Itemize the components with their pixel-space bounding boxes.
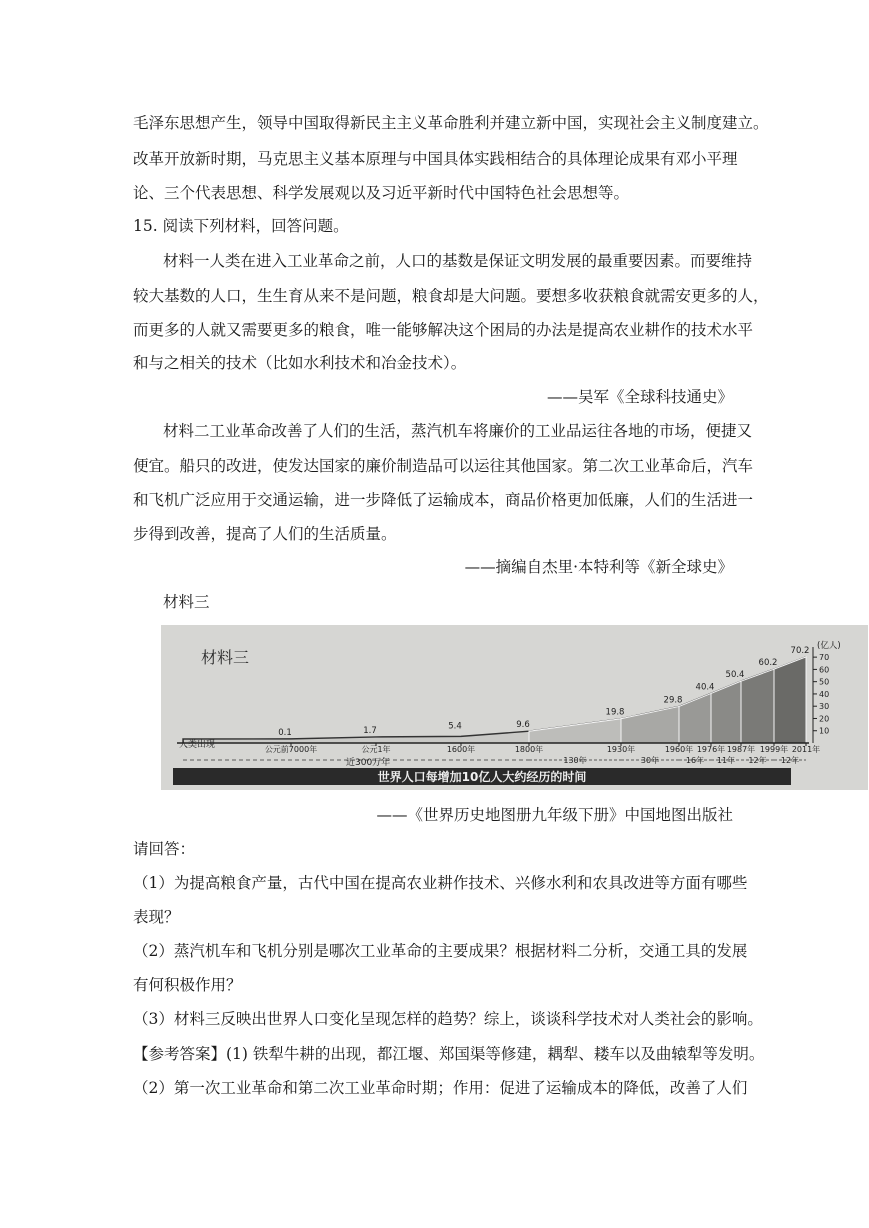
y-tick-label: 40: [819, 689, 830, 699]
x-tick-label: 公元1年: [361, 745, 391, 754]
interval-label: 30年: [640, 756, 660, 765]
question-two: 有何积极作用？: [133, 976, 242, 994]
question-one: 表现？: [133, 908, 180, 926]
question-number: 15. 阅读下列材料，回答问题。: [133, 217, 349, 235]
prompt-text: 请回答：: [133, 840, 196, 858]
material-one-text: 材料一人类在进入工业革命之前，人口的基数是保证文明发展的最重要因素。而要维持: [163, 252, 753, 270]
y-tick-label: 70: [819, 653, 830, 663]
x-tick-label: 1999年: [759, 745, 789, 754]
y-tick-label: 60: [819, 665, 830, 675]
x-tick-label: 1960年: [664, 745, 694, 754]
material-one-text: 而更多的人就又需要更多的粮食，唯一能够解决这个困局的办法是提高农业耕作的技术水平: [133, 321, 754, 339]
population-segment: [741, 669, 774, 743]
material-two-text: 步得到改善，提高了人们的生活质量。: [133, 525, 397, 543]
value-label: 50.4: [725, 670, 745, 681]
material-two-text: 材料二工业革命改善了人们的生活，蒸汽机车将廉价的工业品运往各地的市场，便捷又: [163, 422, 753, 440]
span-label: 近300万年: [346, 758, 391, 768]
population-segment: [679, 693, 711, 743]
population-segment: [774, 657, 806, 743]
x-tick-label: 1930年: [606, 745, 636, 754]
figure-source: ——《世界历史地图册九年级下册》中国地图出版社: [376, 806, 733, 824]
x-tick-label: 2011年: [791, 745, 821, 754]
value-label: 60.2: [758, 658, 778, 669]
material-one-source: ——吴军《全球科技通史》: [546, 388, 733, 406]
reference-answer: （2）第一次工业革命和第二次工业革命时期；作用：促进了运输成本的降低，改善了人们: [133, 1079, 748, 1097]
material-two-source: ——摘编自杰里·本特利等《新全球史》: [464, 558, 733, 576]
value-label: 40.4: [695, 682, 715, 693]
question-one: （1）为提高粮食产量，古代中国在提高农业耕作技术、兴修水利和农具改进等方面有哪些: [133, 874, 748, 892]
material-three-label: 材料三: [163, 593, 210, 611]
value-label: 9.6: [516, 720, 530, 731]
value-label: 70.2: [790, 645, 810, 656]
material-two-text: 便宜。船只的改进，使发达国家的廉价制造品可以运往其他国家。第二次工业革命后，汽车: [133, 457, 754, 475]
value-label: 19.8: [605, 707, 625, 718]
value-label: 29.8: [663, 695, 683, 706]
y-tick-label: 10: [819, 726, 830, 736]
text-line: 改革开放新时期，马克思主义基本原理与中国具体实践相结合的具体理论成果有邓小平理: [133, 150, 738, 168]
population-segment: [529, 719, 621, 743]
interval-label: 11年: [716, 756, 736, 765]
question-three: （3）材料三反映出世界人口变化呈现怎样的趋势？综上，谈谈科学技术对人类社会的影响。: [133, 1010, 763, 1028]
x-tick-label: 1987年: [726, 745, 756, 754]
population-chart-figure: [161, 625, 868, 790]
interval-label: 130年: [563, 756, 587, 765]
start-label: 人类出现: [179, 740, 216, 750]
y-tick-label: 20: [819, 714, 830, 724]
figure-title: 材料三: [201, 648, 250, 667]
population-chart: [161, 625, 868, 790]
question-two: （2）蒸汽机车和飞机分别是哪次工业革命的主要成果？根据材料二分析，交通工具的发展: [133, 942, 748, 960]
x-tick-label: 1600年: [446, 745, 476, 754]
x-tick-label: 公元前7000年: [264, 745, 318, 754]
text-line: 毛泽东思想产生，领导中国取得新民主主义革命胜利并建立新中国，实现社会主义制度建立。: [133, 114, 769, 132]
y-tick-label: 30: [819, 702, 830, 712]
value-label: 1.7: [363, 725, 377, 736]
x-tick-label: 1800年: [514, 745, 544, 754]
chart-caption: 世界人口每增加10亿人大约经历的时间: [377, 770, 587, 784]
unit-label: (亿人): [817, 641, 841, 651]
material-one-text: 和与之相关的技术（比如水利技术和冶金技术）。: [133, 354, 467, 372]
interval-label: 12年: [748, 756, 767, 765]
material-two-text: 和飞机广泛应用于交通运输，进一步降低了运输成本，商品价格更加低廉，人们的生活进一: [133, 491, 754, 509]
population-segment: [711, 681, 741, 743]
x-tick-label: 1976年: [696, 745, 726, 754]
text-line: 论、三个代表思想、科学发展观以及习近平新时代中国特色社会思想等。: [133, 184, 630, 202]
y-tick-label: 50: [819, 677, 830, 687]
value-label: 5.4: [448, 721, 462, 732]
reference-answer: 【参考答案】(1) 铁犁牛耕的出现，都江堰、郑国渠等修建，耦犁、耧车以及曲辕犁等发明。: [133, 1045, 765, 1063]
interval-label: 12年: [780, 756, 800, 765]
value-label: 0.1: [278, 727, 292, 738]
interval-label: 16年: [685, 756, 705, 765]
material-one-text: 较大基数的人口，生生育从来不是问题，粮食却是大问题。要想多收获粮食就需安更多的人，: [133, 287, 769, 305]
